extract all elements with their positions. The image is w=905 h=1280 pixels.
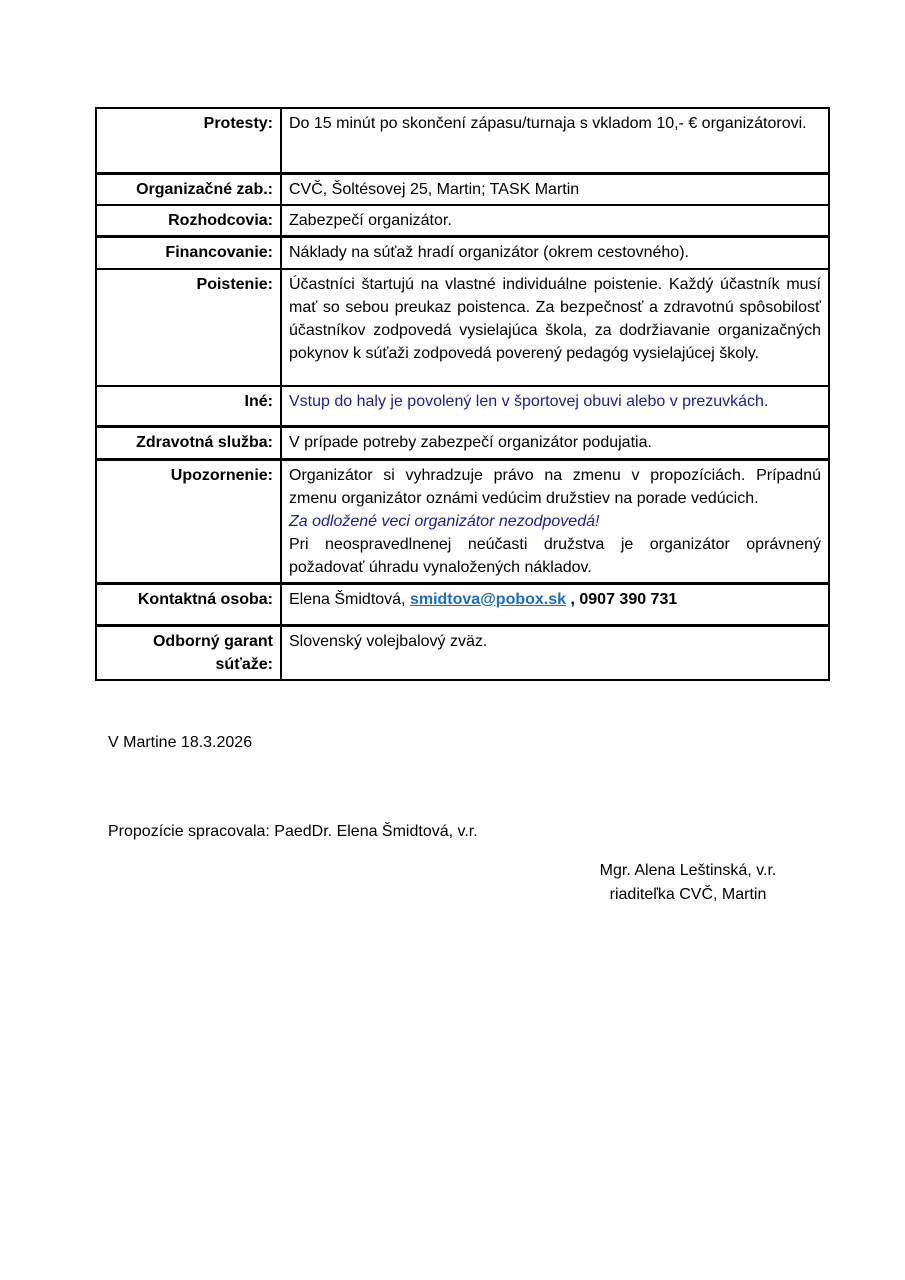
contact-name: Elena Šmidtová, [289,590,410,608]
table-row-odborny-garant [96,625,829,680]
contact-separator: , [566,590,580,608]
row-content-ine: Vstup do haly je povolený len v športovej obuvi alebo v prezuvkách. [281,386,829,426]
table-row-upozornenie [96,459,829,583]
table-row-protesty [96,108,829,173]
row-content-zdravotna-sluzba: V prípade potreby zabezpečí organizátor podujatia. [281,426,829,459]
table-row-kontaktna-osoba [96,583,829,625]
row-label-upozornenie: Upozornenie: [96,459,281,583]
table-row-rozhodcovia [96,205,829,237]
upozornenie-paragraph-1: Organizátor si vyhradzuje právo na zmenu v propozíciách. Prípadnú zmenu organizátor oznámi vedúcim družstiev na porade vedúcich. [289,466,821,507]
row-label-zdravotna-sluzba: Zdravotná služba: [96,426,281,459]
date-place-line: V Martine 18.3.2026 [108,734,253,751]
row-content-upozornenie [281,459,829,583]
table-row-financovanie [96,236,829,269]
row-label-organizacne-zab: Organizačné zab.: [96,173,281,205]
prepared-by-line: Propozície spracovala: PaedDr. Elena Šmidtová, v.r. [108,823,478,840]
row-label-poistenie: Poistenie: [96,269,281,386]
upozornenie-paragraph-2: Pri neospravedlnenej neúčasti družstva je organizátor oprávnený požadovať úhradu vynaložených nákladov. [289,535,821,576]
row-content-organizacne-zab: CVČ, Šoltésovej 25, Martin; TASK Martin [281,173,829,205]
signature-name: Mgr. Alena Leštinská, v.r. [599,862,777,879]
row-content-odborny-garant: Slovenský volejbalový zväz. [281,625,829,680]
propositions-table [95,107,830,681]
table-row-organizacne-zab [96,173,829,205]
row-content-kontaktna-osoba [281,583,829,625]
upozornenie-highlight: Za odložené veci organizátor nezodpovedá! [289,512,600,530]
row-label-rozhodcovia: Rozhodcovia: [96,205,281,237]
row-label-ine: Iné: [96,386,281,426]
row-label-protesty: Protesty: [96,108,281,173]
row-content-poistenie: Účastníci štartujú na vlastné individuálne poistenie. Každý účastník musí mať so sebou preukaz poistenca. Za bezpečnosť a zdravotnú spôsobilosť účastníkov zodpovedá vysielajúca škola, za dodržiavanie organizačných pokynov k súťaži zodpovedá poverený pedagóg vysielajúcej školy. [281,269,829,386]
row-label-financovanie: Financovanie: [96,236,281,269]
email-link[interactable]: smidtova@pobox.sk [409,590,567,608]
row-label-kontaktna-osoba: Kontaktná osoba: [96,583,281,625]
row-content-rozhodcovia: Zabezpečí organizátor. [281,205,829,237]
table-row-poistenie [96,269,829,386]
row-content-financovanie: Náklady na súťaž hradí organizátor (okrem cestovného). [281,236,829,269]
contact-phone: 0907 390 731 [579,590,678,608]
signature-role: riaditeľka CVČ, Martin [609,886,767,903]
row-content-protesty: Do 15 minút po skončení zápasu/turnaja s vkladom 10,- € organizátorovi. [281,108,829,173]
signature-block [537,859,839,907]
row-label-odborny-garant: Odborný garant súťaže: [96,625,281,680]
table-row-ine [96,386,829,426]
table-row-zdravotna-sluzba [96,426,829,459]
